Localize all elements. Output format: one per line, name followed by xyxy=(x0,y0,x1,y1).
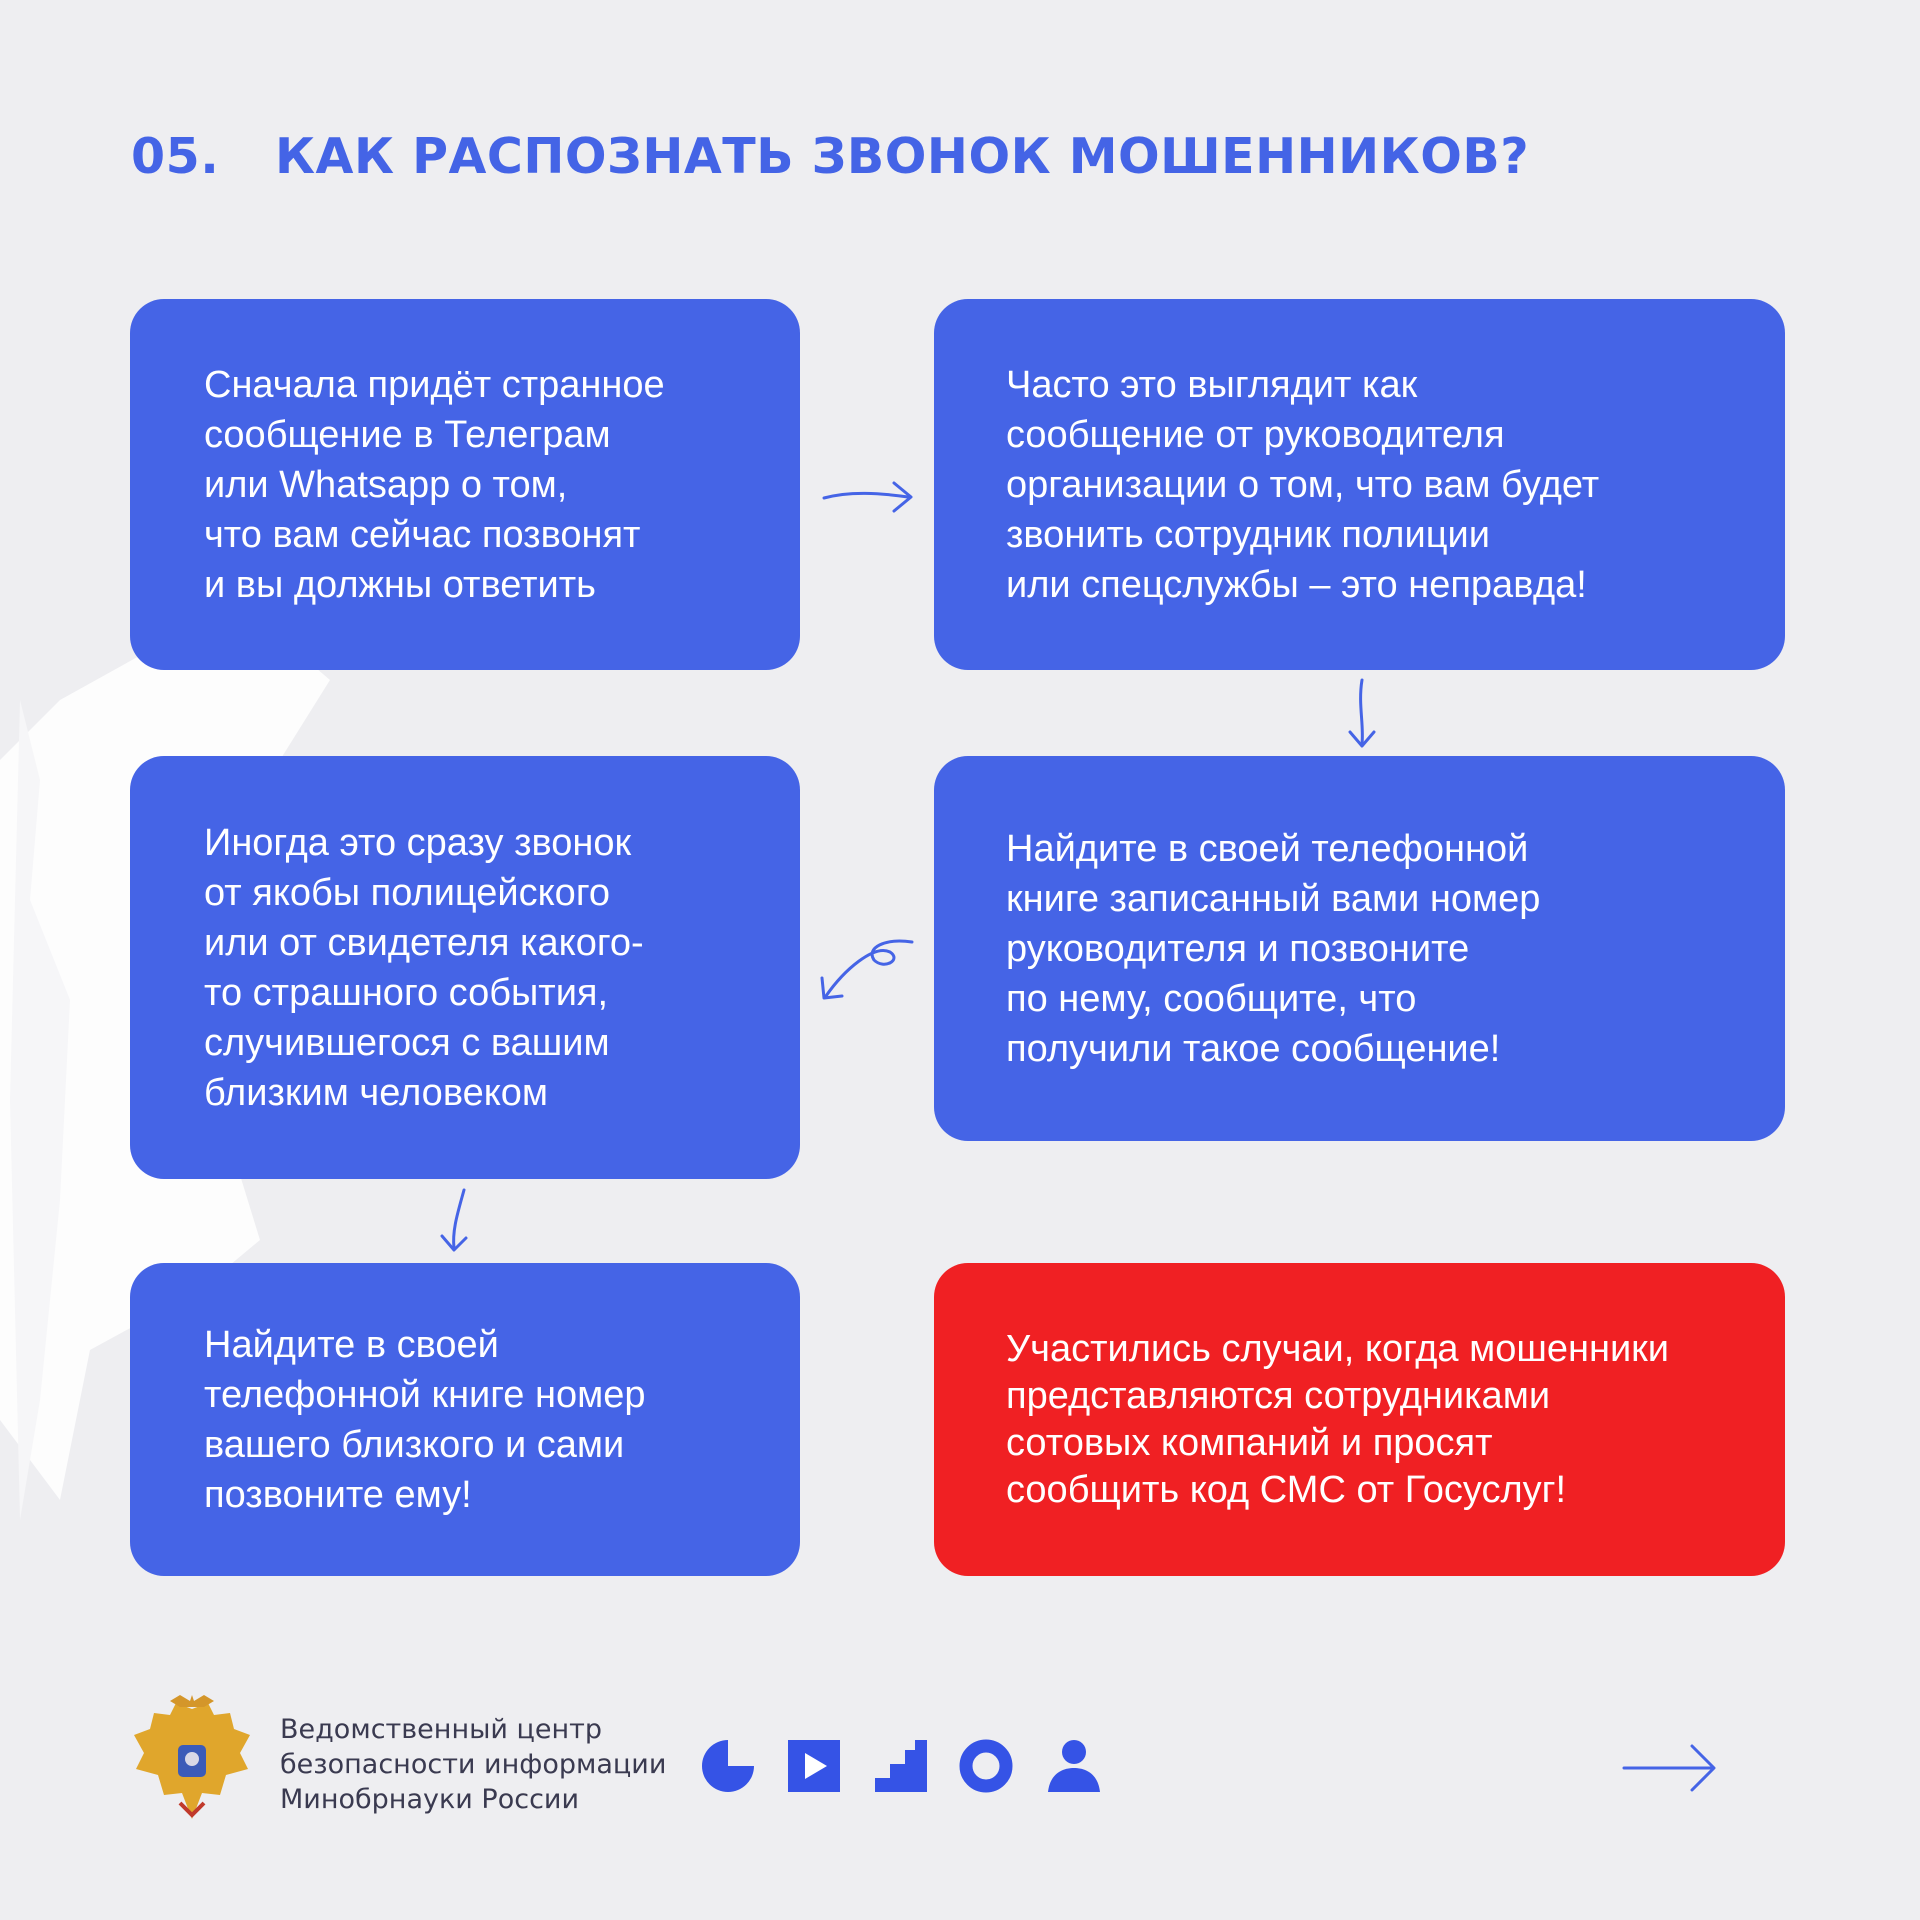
stairs-icon xyxy=(875,1740,927,1792)
arrow-down-icon xyxy=(436,1186,476,1256)
section-number: 05. xyxy=(131,128,220,185)
arrow-curl-left-icon xyxy=(814,930,918,1006)
next-arrow-icon[interactable] xyxy=(1620,1740,1720,1796)
ring-icon xyxy=(966,1746,1006,1786)
arrow-right-icon xyxy=(820,475,920,519)
card-strange-message xyxy=(130,299,800,670)
person-icon xyxy=(1048,1740,1100,1792)
arrow-down-icon xyxy=(1342,676,1382,752)
card-call-relative xyxy=(130,1263,800,1576)
organization-name: Ведомственный центр безопасности информации Минобрнауки России xyxy=(280,1714,667,1815)
card-text: Участились случаи, когда мошенники представляются сотрудниками сотовых компаний и просят сообщить код СМС от Госуслуг! xyxy=(1006,1327,1670,1511)
card-text: Найдите в своей телефонной книге номер вашего близкого и сами позвоните ему! xyxy=(204,1323,646,1516)
coat-of-arms-logo xyxy=(130,1695,255,1825)
card-manager-message xyxy=(934,299,1785,670)
card-alert-gosuslugi xyxy=(934,1263,1785,1576)
card-text: Часто это выглядит как сообщение от руководителя организации о том, что вам будет звонить сотрудник полиции или спецслужбы – это неправда! xyxy=(1006,363,1600,606)
title-text: КАК РАСПОЗНАТЬ ЗВОНОК МОШЕННИКОВ? xyxy=(275,128,1530,185)
card-text: Сначала придёт странное сообщение в Телеграм или Whatsapp о том, что вам сейчас позвонят и вы должны ответить xyxy=(204,363,665,606)
card-text: Найдите в своей телефонной книге записанный вами номер руководителя и позвоните по нему, сообщите, что получили такое сообщение! xyxy=(1006,827,1541,1070)
card-call-manager xyxy=(934,756,1785,1141)
pie-icon xyxy=(702,1740,754,1792)
card-text: Иногда это сразу звонок от якобы полицейского или от свидетеля какого- то страшного события, случившегося с вашим близким человеком xyxy=(204,821,644,1114)
footer-icon-row xyxy=(700,1738,1110,1794)
card-direct-call xyxy=(130,756,800,1179)
play-icon xyxy=(788,1740,840,1792)
